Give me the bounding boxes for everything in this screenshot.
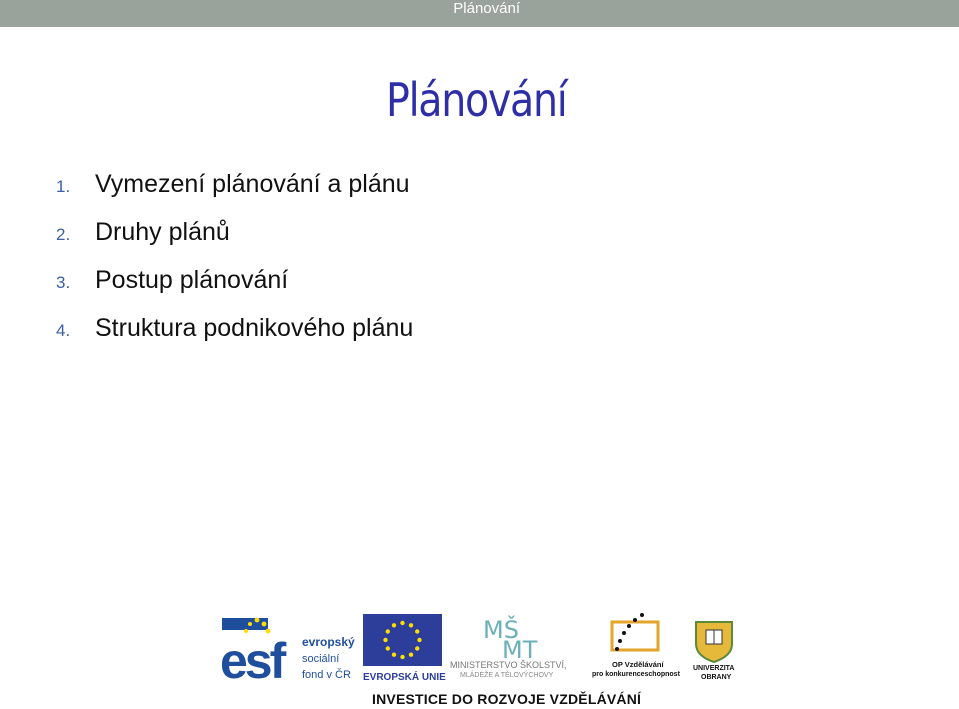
eu-star <box>392 653 396 657</box>
eu-star <box>386 646 390 650</box>
eu-star <box>383 638 387 642</box>
msmt-line-1: MINISTERSTVO ŠKOLSTVÍ, <box>450 660 567 670</box>
item-text: Vymezení plánování a plánu <box>95 170 410 198</box>
op-dots-icon <box>615 613 644 651</box>
msmt-line-2: MLÁDEŽE A TĚLOVÝCHOVY <box>460 672 554 679</box>
esf-logo <box>220 618 355 685</box>
list-item <box>56 266 413 314</box>
funding-logos <box>220 610 740 685</box>
header-bar <box>0 0 959 27</box>
eu-logo <box>363 614 446 683</box>
uo-logo <box>693 622 734 681</box>
uo-line-2: OBRANY <box>701 674 732 681</box>
eu-star <box>417 638 421 642</box>
op-frame <box>612 622 658 650</box>
list-item <box>56 314 413 362</box>
eu-star <box>392 623 396 627</box>
msmt-letters-bottom: MT <box>502 636 538 664</box>
list-item <box>56 170 413 218</box>
eu-star <box>415 646 419 650</box>
esf-letters: esf <box>220 633 284 685</box>
eu-star <box>400 621 404 625</box>
eu-star <box>386 629 390 633</box>
esf-band <box>222 618 268 630</box>
item-text: Druhy plánů <box>95 218 230 246</box>
item-number: 1. <box>56 177 71 196</box>
eu-star <box>415 629 419 633</box>
esf-line-2: sociální <box>302 653 340 665</box>
op-logo <box>592 613 681 678</box>
op-line-1: OP Vzdělávání <box>612 660 664 669</box>
esf-line-3: fond v ČR <box>302 669 351 681</box>
slide-title: Plánování <box>386 73 567 127</box>
eu-star <box>409 623 413 627</box>
op-line-2: pro konkurenceschopnost <box>592 671 680 678</box>
item-text: Postup plánování <box>95 266 289 294</box>
esf-line-1: evropský <box>302 635 355 649</box>
item-number: 2. <box>56 225 71 244</box>
uo-line-1: UNIVERZITA <box>693 665 735 672</box>
msmt-logo <box>450 614 567 679</box>
agenda-list <box>56 170 413 362</box>
item-text: Struktura podnikového plánu <box>95 314 414 342</box>
eu-label: EVROPSKÁ UNIE <box>363 672 446 683</box>
item-number: 3. <box>56 273 71 292</box>
item-number: 4. <box>56 321 71 340</box>
header-title: Plánování <box>453 0 520 17</box>
list-item <box>56 218 413 266</box>
eu-star <box>400 655 404 659</box>
msmt-letters-top: MŠ <box>483 616 519 644</box>
footer-tagline: INVESTICE DO ROZVOJE VZDĚLÁVÁNÍ <box>372 691 642 707</box>
eu-star <box>409 653 413 657</box>
